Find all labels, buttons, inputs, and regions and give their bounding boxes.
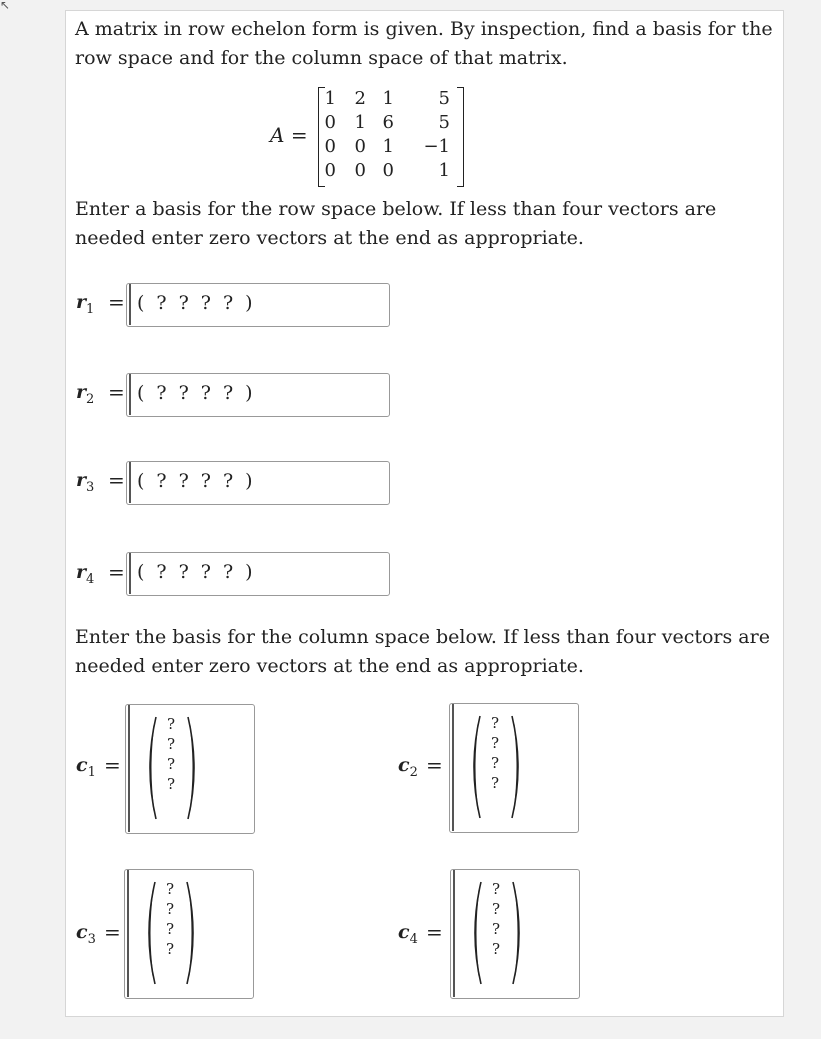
row-input-r2[interactable] xyxy=(126,373,390,417)
entry-placeholder[interactable]: ? xyxy=(166,775,176,793)
entry-placeholder[interactable]: ? xyxy=(222,470,234,492)
matrix-cell: 0 xyxy=(324,160,336,181)
entry-placeholder[interactable]: ? xyxy=(222,561,234,583)
entry-placeholder[interactable]: ? xyxy=(165,920,175,938)
matrix-name: A xyxy=(270,123,285,147)
row-input-r3[interactable] xyxy=(126,461,390,505)
col-var-label: $c_4$ xyxy=(398,921,418,947)
entry-placeholder[interactable]: ? xyxy=(491,880,501,898)
matrix-cell: −1 xyxy=(423,136,450,157)
matrix-cell: 0 xyxy=(382,160,394,181)
col-input-c3[interactable] xyxy=(124,869,254,999)
question-panel xyxy=(65,10,784,1017)
matrix-cell: 0 xyxy=(354,136,366,157)
col-var-label: $c_1$ xyxy=(76,754,96,780)
entry-placeholder[interactable]: ? xyxy=(490,714,500,732)
col-equals: = xyxy=(426,920,443,944)
entry-placeholder[interactable]: ? xyxy=(178,470,189,492)
matrix-cell: 0 xyxy=(354,160,366,181)
matrix-cell: 1 xyxy=(324,88,336,109)
entry-placeholder[interactable]: ? xyxy=(165,940,175,958)
entry-placeholder[interactable]: ? xyxy=(200,470,211,492)
col-equals: = xyxy=(104,753,121,777)
left-margin xyxy=(0,0,52,1039)
input-left-bar xyxy=(453,870,455,997)
entry-placeholder[interactable]: ? xyxy=(200,292,211,314)
matrix-cell: 0 xyxy=(324,112,336,133)
row-equals: = xyxy=(108,560,125,584)
input-left-bar xyxy=(128,705,130,832)
entry-placeholder[interactable]: ? xyxy=(156,561,167,583)
entry-placeholder[interactable]: ? xyxy=(222,382,234,404)
entry-placeholder[interactable]: ? xyxy=(491,920,501,938)
column-space-instructions: Enter the basis for the column space below. If less than four vectors are needed enter zero vectors at the end as appropriate. xyxy=(75,626,770,677)
entry-placeholder[interactable]: ? xyxy=(166,755,176,773)
entry-placeholder[interactable]: ? xyxy=(490,754,500,772)
matrix-a xyxy=(318,87,464,187)
entry-placeholder[interactable]: ? xyxy=(178,382,189,404)
paren-open: ( xyxy=(137,382,145,404)
paren-close: ) xyxy=(245,292,253,314)
matrix-cell: 0 xyxy=(324,136,336,157)
col-var-label: $c_2$ xyxy=(398,754,418,780)
matrix-label xyxy=(270,123,308,147)
matrix-cell: 5 xyxy=(438,112,450,133)
question-intro: A matrix in row echelon form is given. By inspection, find a basis for the row space and for the column space of that matrix. xyxy=(75,18,773,69)
row-space-instructions: Enter a basis for the row space below. If less than four vectors are needed enter zero vectors at the end as appropriate. xyxy=(75,198,717,249)
paren-close: ) xyxy=(245,382,253,404)
paren-close: ) xyxy=(245,561,253,583)
paren-open: ( xyxy=(137,470,145,492)
row-input-r4[interactable] xyxy=(126,552,390,596)
cursor-icon: ↖ xyxy=(0,0,11,12)
paren-close: ) xyxy=(245,470,253,492)
entry-placeholder[interactable]: ? xyxy=(165,880,175,898)
entry-placeholder[interactable]: ? xyxy=(178,292,189,314)
matrix-cell: 5 xyxy=(438,88,450,109)
col-equals: = xyxy=(104,920,121,944)
entry-placeholder[interactable]: ? xyxy=(166,715,176,733)
entry-placeholder[interactable]: ? xyxy=(491,940,501,958)
matrix-cell: 6 xyxy=(382,112,394,133)
col-input-c2[interactable] xyxy=(449,703,579,833)
entry-placeholder[interactable]: ? xyxy=(222,292,234,314)
input-left-bar xyxy=(127,870,129,997)
row-var-label: $r_3$ xyxy=(76,469,95,495)
row-equals: = xyxy=(108,380,125,404)
input-left-bar xyxy=(129,284,131,325)
entry-placeholder[interactable]: ? xyxy=(166,735,176,753)
entry-placeholder[interactable]: ? xyxy=(200,382,211,404)
entry-placeholder[interactable]: ? xyxy=(200,561,211,583)
entry-placeholder[interactable]: ? xyxy=(156,292,167,314)
row-var-label: $r_4$ xyxy=(76,561,95,587)
col-input-c4[interactable] xyxy=(450,869,580,999)
paren-open: ( xyxy=(137,292,145,314)
col-input-c1[interactable] xyxy=(125,704,255,834)
matrix-cell: 1 xyxy=(354,112,366,133)
entry-placeholder[interactable]: ? xyxy=(156,470,167,492)
matrix-cell: 1 xyxy=(438,160,450,181)
entry-placeholder[interactable]: ? xyxy=(165,900,175,918)
row-input-r1[interactable] xyxy=(126,283,390,327)
input-left-bar xyxy=(129,553,131,594)
entry-placeholder[interactable]: ? xyxy=(156,382,167,404)
col-equals: = xyxy=(426,753,443,777)
entry-placeholder[interactable]: ? xyxy=(178,561,189,583)
row-equals: = xyxy=(108,290,125,314)
row-var-label: $r_1$ xyxy=(76,291,95,317)
matrix-cell: 1 xyxy=(382,136,394,157)
matrix-cell: 1 xyxy=(382,88,394,109)
matrix-equals: = xyxy=(290,123,308,147)
matrix-cell: 2 xyxy=(354,88,366,109)
input-left-bar xyxy=(452,704,454,831)
entry-placeholder[interactable]: ? xyxy=(491,900,501,918)
entry-placeholder[interactable]: ? xyxy=(490,774,500,792)
row-var-label: $r_2$ xyxy=(76,381,95,407)
matrix-right-bracket xyxy=(457,87,464,187)
paren-open: ( xyxy=(137,561,145,583)
col-var-label: $c_3$ xyxy=(76,921,96,947)
entry-placeholder[interactable]: ? xyxy=(490,734,500,752)
input-left-bar xyxy=(129,374,131,415)
input-left-bar xyxy=(129,462,131,503)
row-equals: = xyxy=(108,468,125,492)
